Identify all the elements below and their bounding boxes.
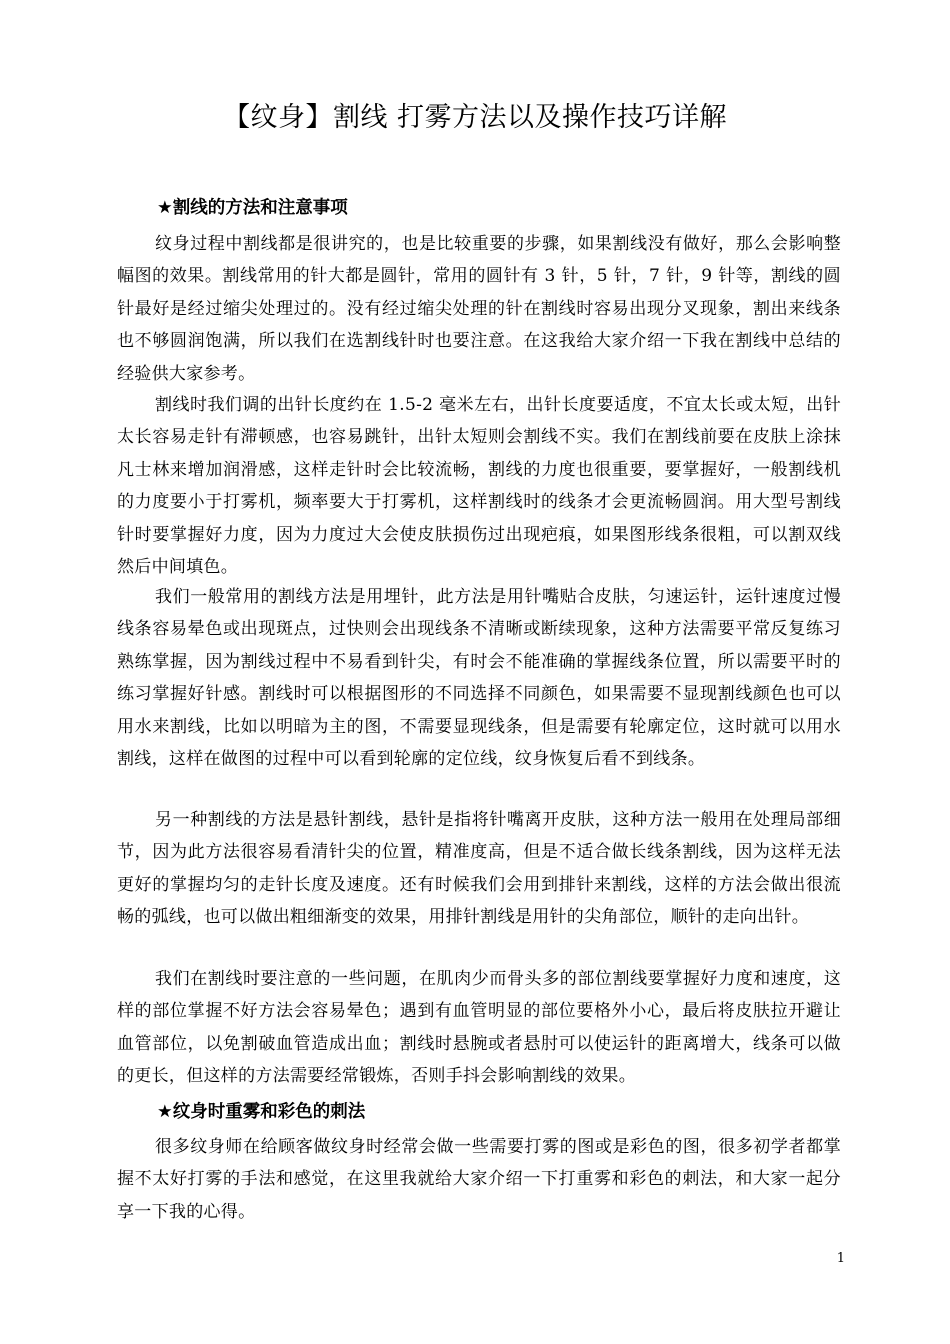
paragraph: 割线时我们调的出针长度约在 1.5-2 毫米左右，出针长度要适度，不宜太长或太短，出针太长容易走针有滞顿感，也容易跳针，出针太短则会割线不实。我们在割线前要在皮肤上涂抹凡士林来增加润滑感，这样走针时会比较流畅，割线的力度也很重要，要掌握好，一般割线机的力度要小于打雾机，频率要大于打雾机，这样割线时的线条才会更流畅圆润。用大型号割线针时要掌握好力度，因为力度过大会使皮肤损伤过出现疤痕，如果图形线条很粗，可以割双线然后中间填色。 <box>117 395 841 578</box>
paragraph: 纹身过程中割线都是很讲究的，也是比较重要的步骤，如果割线没有做好，那么会影响整幅图的效果。割线常用的针大都是圆针，常用的圆针有 3 针，5 针，7 针，9 针等，割线的圆针最好是经过缩尖处理过的。没有经过缩尖处理的针在割线时容易出现分叉现象，割出来线条也不够圆润饱满，所以我们在选割线针时也要注意。在这我给大家介绍一下我在割线中总结的经验供大家参考。 <box>117 234 841 384</box>
paragraph: 我们在割线时要注意的一些问题，在肌肉少而骨头多的部位割线要掌握好力度和速度，这样的部位掌握不好方法会容易晕色；遇到有血管明显的部位要格外小心，最后将皮肤拉开避让血管部位，以免割破血管造成出血；割线时悬腕或者悬肘可以使运针的距离增大，线条可以做的更长，但这样的方法需要经常锻炼，否则手抖会影响割线的效果。 <box>117 969 841 1087</box>
paragraph: 很多纹身师在给顾客做纹身时经常会做一些需要打雾的图或是彩色的图，很多初学者都掌握不太好打雾的手法和感觉，在这里我就给大家介绍一下打重雾和彩色的刺法，和大家一起分享一下我的心得。 <box>117 1137 841 1222</box>
section-heading-shading-color: ★纹身时重雾和彩色的刺法 <box>157 1102 366 1122</box>
page-number: 1 <box>836 1251 845 1266</box>
paragraph: 我们一般常用的割线方法是用埋针，此方法是用针嘴贴合皮肤，匀速运针，运针速度过慢线条容易晕色或出现斑点，过快则会出现线条不清晰或断续现象，这种方法需要平常反复练习熟练掌握，因为割线过程中不易看到针尖，有时会不能准确的掌握线条位置，所以需要平时的练习掌握好针感。割线时可以根据图形的不同选择不同颜色，如果需要不显现割线颜色也可以用水来割线，比如以明暗为主的图，不需要显现线条，但是需要有轮廓定位，这时就可以用水割线，这样在做图的过程中可以看到轮廓的定位线，纹身恢复后看不到线条。 <box>117 587 841 770</box>
section-heading-line-cutting: ★割线的方法和注意事项 <box>157 198 348 218</box>
paragraph: 另一种割线的方法是悬针割线，悬针是指将针嘴离开皮肤，这种方法一般用在处理局部细节，因为此方法很容易看清针尖的位置，精准度高，但是不适合做长线条割线，因为这样无法更好的掌握均匀的走针长度及速度。还有时候我们会用到排针来割线，这样的方法会做出很流畅的弧线，也可以做出粗细渐变的效果，用排针割线是用针的尖角部位，顺针的走向出针。 <box>117 810 841 928</box>
document-title: 【纹身】割线 打雾方法以及操作技巧详解 <box>222 102 728 133</box>
